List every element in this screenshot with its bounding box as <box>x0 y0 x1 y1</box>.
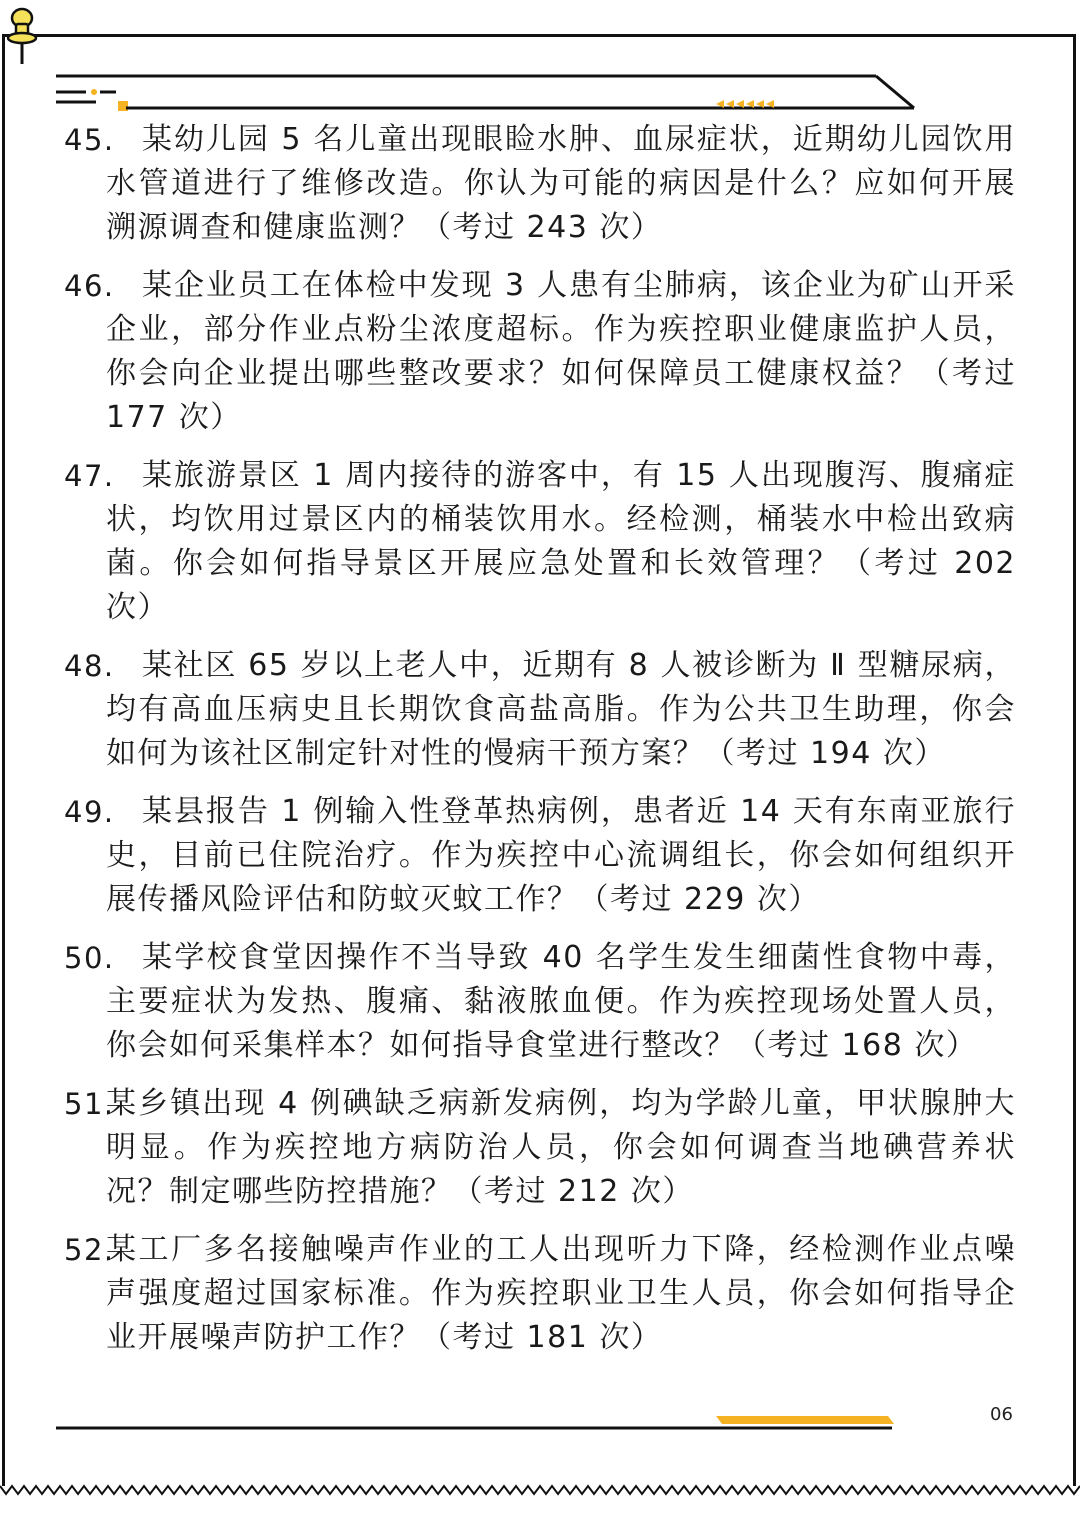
list-item <box>64 454 1016 630</box>
question-number: 45. <box>64 123 115 157</box>
question-text: 某县报告 1 例输入性登革热病例，患者近 14 天有东南亚旅行史，目前已住院治疗。作为疾控中心流调组长，你会如何组织开展传播风险评估和防蚊灭蚊工作？（考过 229 次） <box>106 794 1016 917</box>
question-number: 50. <box>64 941 115 975</box>
question-number: 47. <box>64 459 115 493</box>
question-text: 某幼儿园 5 名儿童出现眼睑水肿、血尿症状，近期幼儿园饮用水管道进行了维修改造。你认为可能的病因是什么？应如何开展溯源调查和健康监测？（考过 243 次） <box>106 122 1016 245</box>
pushpin-icon <box>4 4 40 66</box>
question-text: 某企业员工在体检中发现 3 人患有尘肺病，该企业为矿山开采企业，部分作业点粉尘浓度超标。作为疾控职业健康监护人员，你会向企业提出哪些整改要求？如何保障员工健康权益？（考过 177 次） <box>106 268 1016 435</box>
question-text: 某旅游景区 1 周内接待的游客中，有 15 人出现腹泻、腹痛症状，均饮用过景区内的桶装饮用水。经检测，桶装水中检出致病菌。你会如何指导景区开展应急处置和长效管理？（考过 202 次） <box>106 458 1016 625</box>
list-item <box>64 1228 1016 1360</box>
question-text: 某学校食堂因操作不当导致 40 名学生发生细菌性食物中毒，主要症状为发热、腹痛、黏液脓血便。作为疾控现场处置人员，你会如何采集样本？如何指导食堂进行整改？（考过 168 次） <box>106 940 1016 1063</box>
question-number: 52. <box>64 1233 115 1267</box>
question-number: 48. <box>64 649 115 683</box>
question-text: 某工厂多名接触噪声作业的工人出现听力下降，经检测作业点噪声强度超过国家标准。作为疾控职业卫生人员，你会如何指导企业开展噪声防护工作？（考过 181 次） <box>106 1232 1016 1355</box>
list-item <box>64 644 1016 776</box>
list-item <box>64 264 1016 440</box>
question-list <box>64 118 1016 1374</box>
list-item <box>64 1082 1016 1214</box>
question-number: 51. <box>64 1087 115 1121</box>
question-number: 49. <box>64 795 115 829</box>
list-item <box>64 790 1016 922</box>
zigzag-border <box>0 1480 1080 1504</box>
question-text: 某社区 65 岁以上老人中，近期有 8 人被诊断为 Ⅱ 型糖尿病，均有高血压病史且长期饮食高盐高脂。作为公共卫生助理，你会如何为该社区制定针对性的慢病干预方案？（考过 194 次） <box>106 648 1016 771</box>
page-number: 06 <box>990 1404 1013 1425</box>
question-text: 某乡镇出现 4 例碘缺乏病新发病例，均为学龄儿童，甲状腺肿大明显。作为疾控地方病防治人员，你会如何调查当地碘营养状况？制定哪些防控措施？（考过 212 次） <box>106 1086 1016 1209</box>
footer-decoration <box>56 1410 906 1434</box>
list-item <box>64 118 1016 250</box>
list-item <box>64 936 1016 1068</box>
question-number: 46. <box>64 269 115 303</box>
header-decoration <box>56 70 936 116</box>
